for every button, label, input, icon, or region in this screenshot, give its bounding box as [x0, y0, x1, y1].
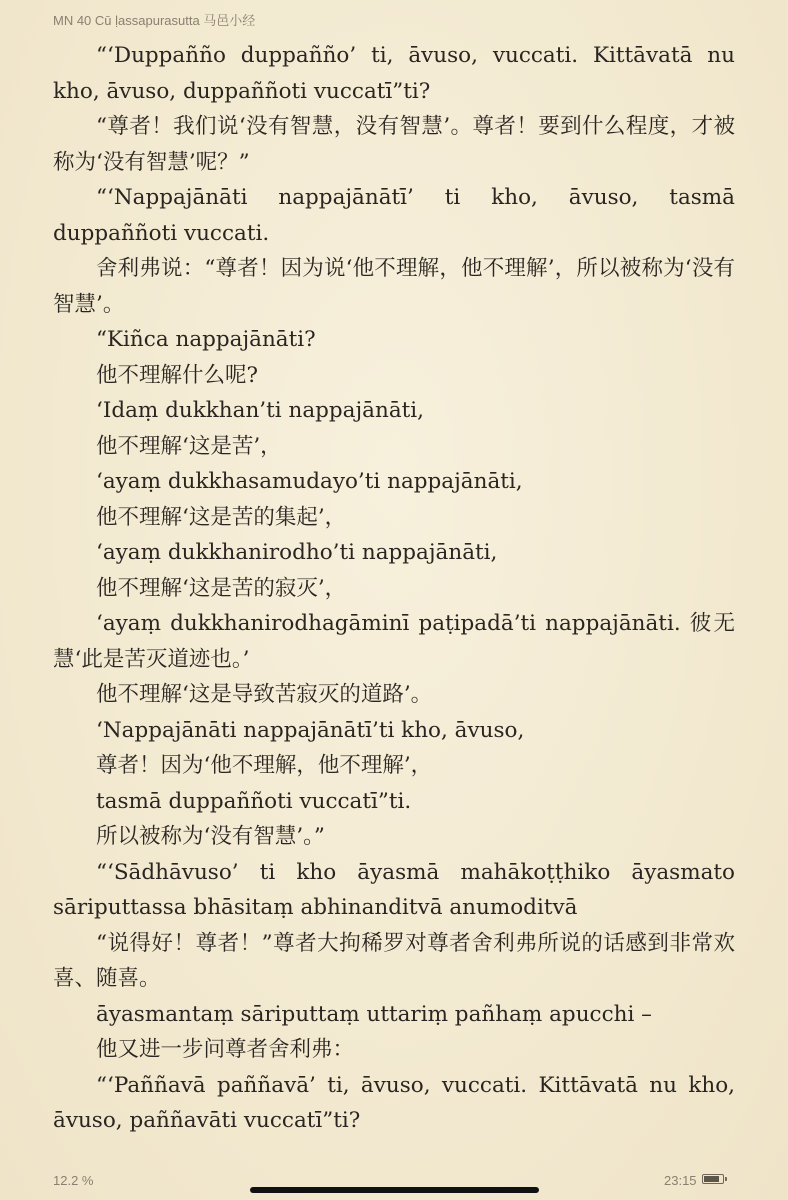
paragraph: “‘Paññavā paññavā’ ti, āvuso, vuccati. Kittāvatā nu kho, āvuso, paññavāti vuccatī”ti? [53, 1072, 735, 1133]
paragraph: ‘ayaṃ dukkhanirodho’ti nappajānāti, [96, 540, 498, 565]
reading-content [53, 38, 735, 1139]
paragraph: “‘Sādhāvuso’ ti kho āyasmā mahākoṭṭhiko āyasmato sāriputtassa bhāsitaṃ abhinanditvā anumoditvā [53, 859, 735, 920]
paragraph: ‘Idaṃ dukkhan’ti nappajānāti, [96, 398, 425, 423]
reading-progress: 12.2 % [53, 1173, 94, 1188]
paragraph: 尊者！因为‘他不理解，他不理解’， [96, 753, 433, 778]
paragraph: “尊者！我们说‘没有智慧，没有智慧’。尊者！要到什么程度，才被称为‘没有智慧’呢？” [53, 114, 735, 175]
paragraph: 所以被称为‘没有智慧’。” [96, 824, 325, 849]
paragraph: “‘Duppañño duppañño’ ti, āvuso, vuccati. Kittāvatā nu kho, āvuso, duppaññoti vuccatī”ti? [53, 43, 735, 104]
paragraph: tasmā duppaññoti vuccatī”ti. [96, 788, 412, 814]
paragraph: āyasmantaṃ sāriputtaṃ uttariṃ pañhaṃ apucchi – [96, 1001, 652, 1027]
paragraph: ‘ayaṃ dukkhasamudayo’ti nappajānāti, [96, 469, 523, 494]
paragraph: 他不理解‘这是苦的集起’， [96, 504, 347, 530]
paragraph: ‘Nappajānāti nappajānātī’ti kho, āvuso, [96, 717, 525, 743]
book-title: MN 40 Cū ḷassapurasutta 马邑小经 [53, 13, 256, 28]
battery-icon [702, 1174, 724, 1184]
paragraph: 他不理解‘这是导致苦寂灭的道路’。 [96, 682, 433, 707]
paragraph: 他不理解什么呢? [96, 362, 259, 388]
paragraph: ‘ayaṃ dukkhanirodhagāminī paṭipadā’ti nappajānāti. 彼无慧‘此是苦灭道迹也。’ [53, 611, 735, 672]
battery-level [704, 1176, 719, 1182]
paragraph: 舍利弗说：“尊者！因为说‘他不理解，他不理解’，所以被称为‘没有智慧’。 [53, 256, 735, 317]
paragraph: 他不理解‘这是苦的寂灭’， [96, 575, 347, 601]
paragraph: “‘Nappajānāti nappajānātī’ ti kho, āvuso, tasmā duppaññoti vuccati. [53, 185, 735, 246]
paragraph: “Kiñca nappajānāti? [96, 327, 316, 352]
home-indicator[interactable] [250, 1187, 539, 1193]
paragraph: 他不理解‘这是苦’， [96, 433, 282, 459]
paragraph: “说得好！尊者！”尊者大拘稀罗对尊者舍利弗所说的话感到非常欢喜、随喜。 [53, 930, 735, 991]
paragraph: 他又进一步问尊者舍利弗： [96, 1037, 355, 1062]
battery-tip [725, 1177, 727, 1181]
clock: 23:15 [664, 1173, 697, 1188]
